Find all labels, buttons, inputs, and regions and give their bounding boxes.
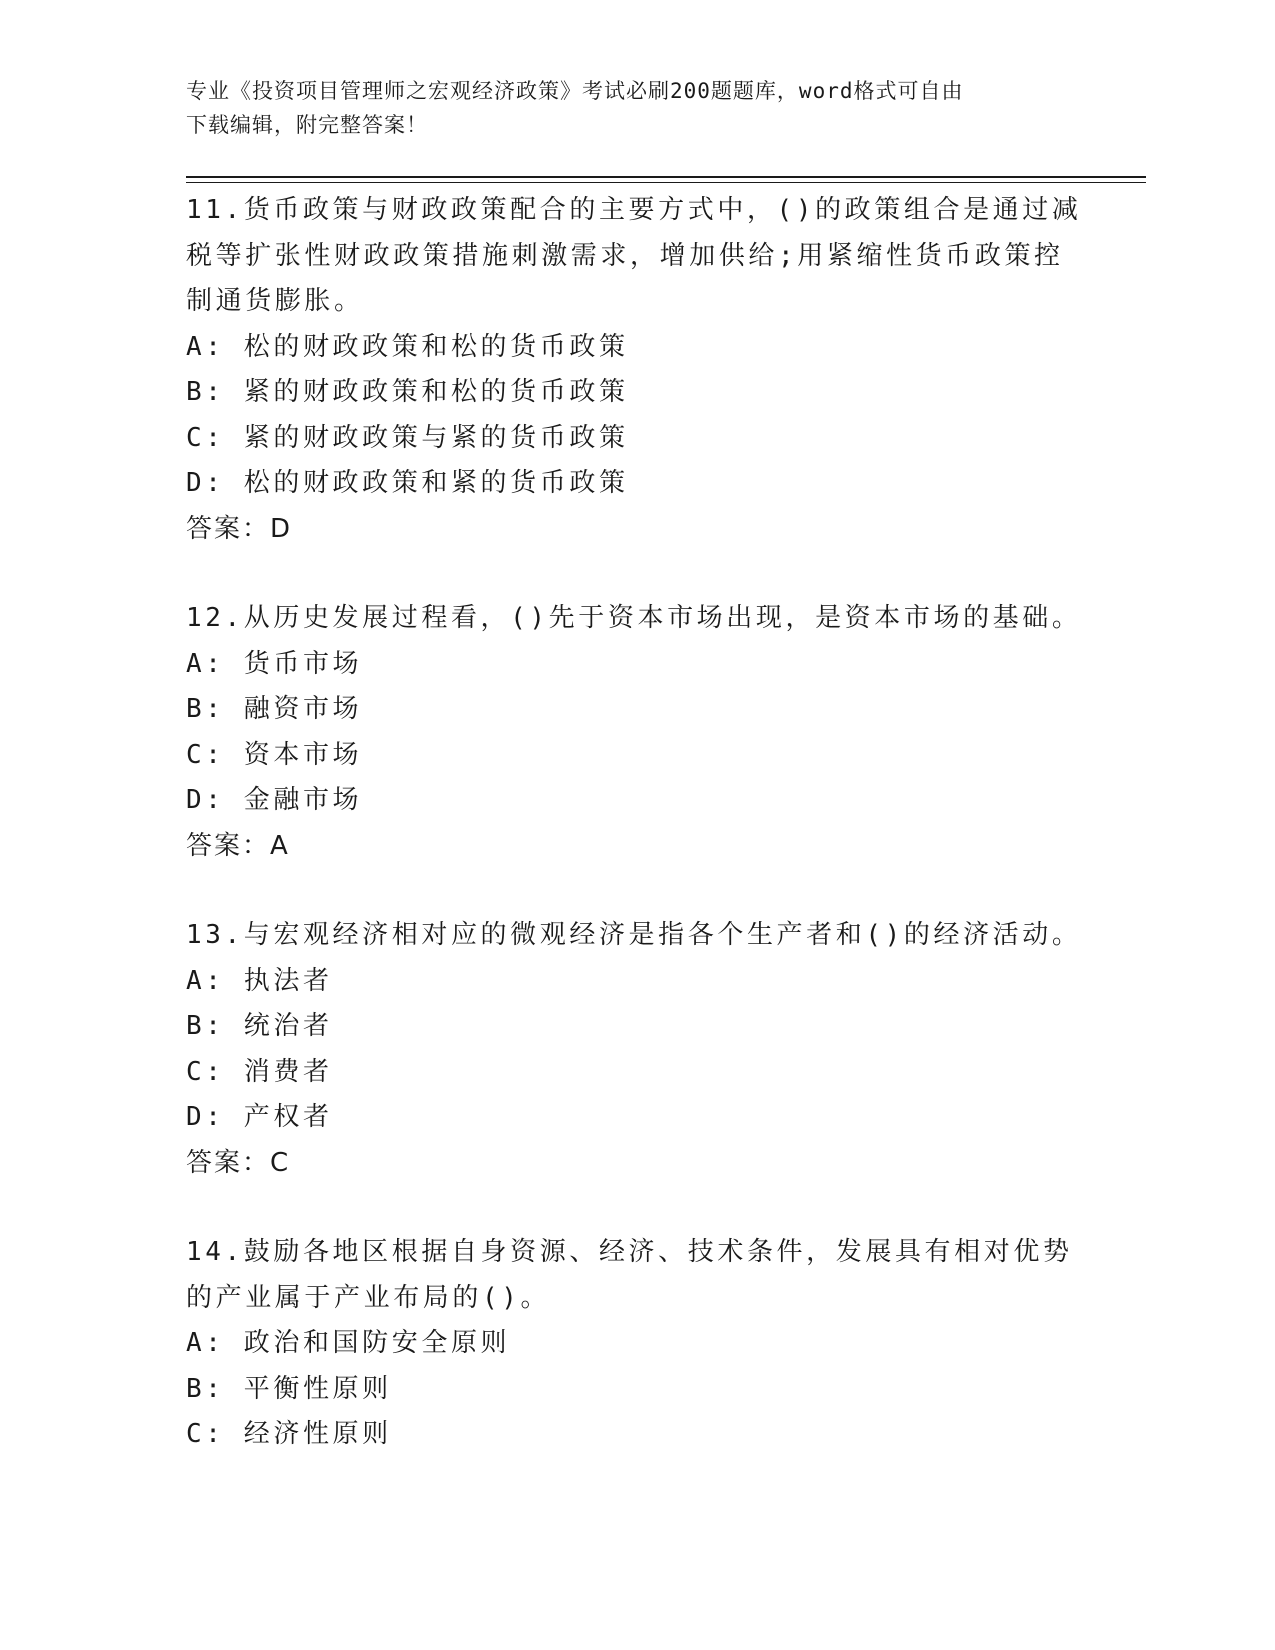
answer: 答案：D (186, 513, 293, 544)
option-c: C: 消费者 (186, 1056, 333, 1087)
question-14 (186, 1230, 1086, 1458)
document-header (186, 74, 1066, 142)
question-12 (186, 596, 1086, 869)
option-c: C: 紧的财政政策与紧的货币政策 (186, 422, 629, 453)
question-stem: 11.货币政策与财政政策配合的主要方式中，()的政策组合是通过减税等扩张性财政政策措施刺激需求，增加供给;用紧缩性货币政策控制通货膨胀。 (186, 195, 1082, 316)
question-stem: 14.鼓励各地区根据自身资源、经济、技术条件，发展具有相对优势的产业属于产业布局的()。 (186, 1237, 1073, 1313)
header-divider-thick (186, 176, 1146, 178)
question-list (186, 188, 1086, 1502)
question-stem: 12.从历史发展过程看，()先于资本市场出现，是资本市场的基础。 (186, 603, 1082, 633)
answer: 答案：C (186, 1147, 291, 1178)
option-d: D: 松的财政政策和紧的货币政策 (186, 468, 629, 498)
option-a: A: 执法者 (186, 965, 333, 996)
option-b: B: 统治者 (186, 1011, 333, 1041)
option-a: A: 政治和国防安全原则 (186, 1328, 511, 1358)
option-b: B: 紧的财政政策和松的货币政策 (186, 377, 629, 407)
header-line-2: 下载编辑，附完整答案！ (186, 113, 428, 137)
answer: 答案：A (186, 830, 290, 861)
option-b: B: 融资市场 (186, 694, 363, 724)
option-a: A: 货币市场 (186, 648, 363, 679)
option-c: C: 资本市场 (186, 739, 363, 770)
question-11 (186, 188, 1086, 552)
option-d: D: 产权者 (186, 1102, 333, 1132)
option-a: A: 松的财政政策和松的货币政策 (186, 331, 629, 362)
question-13 (186, 913, 1086, 1186)
option-b: B: 平衡性原则 (186, 1373, 392, 1404)
option-c: C: 经济性原则 (186, 1419, 392, 1449)
option-d: D: 金融市场 (186, 785, 363, 815)
header-line-1: 专业《投资项目管理师之宏观经济政策》考试必刷200题题库，word格式可自由 (186, 79, 964, 103)
header-divider-thin (186, 182, 1146, 183)
question-stem: 13.与宏观经济相对应的微观经济是指各个生产者和()的经济活动。 (186, 920, 1082, 950)
